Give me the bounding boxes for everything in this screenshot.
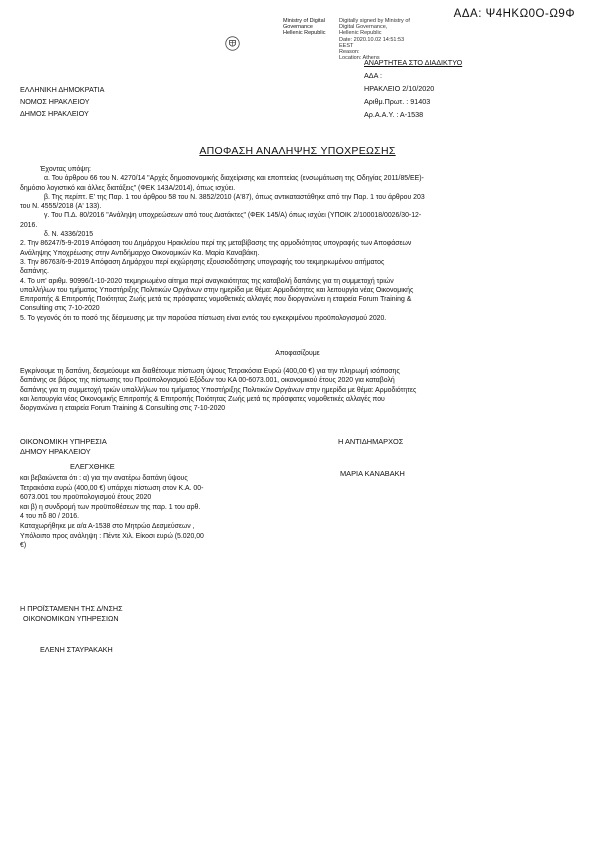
- finance-line: 6073.001 του προϋπολογισμού έτους 2020: [20, 494, 152, 502]
- municipality: ΔΗΜΟΣ ΗΡΑΚΛΕΙΟΥ: [20, 108, 89, 118]
- head-name: ΕΛΕΝΗ ΣΤΑΥΡΑΚΑΚΗ: [40, 645, 113, 654]
- consideration-3: 3. Την 86763/6-9-2019 Απόφαση Δημάρχου περί εκχώρησης εξουσιοδότησης υπογραφής του τεκμηριωμένου αιτήματος: [20, 258, 385, 266]
- document-date: ΗΡΑΚΛΕΙΟ 2/10/2020: [364, 84, 435, 93]
- consideration-c: γ. Του Π.Δ. 80/2016 "Ανάληψη υποχρεώσεων από τους Διατάκτες" (ΦΕΚ 145/Α) όπως ισχύει (ΥΠΟΙΚ 2/100018/0026/30-12-: [44, 212, 422, 220]
- consideration-4-cont: Επιτροπής & Επιτροπής Ποιότητας Ζωής μετά τις πρόσφατες νομοθετικές αλλαγές που διοργανώνει η εταιρεία Forum Training &: [20, 296, 412, 304]
- header-left: [20, 84, 104, 119]
- decision-line: διοργανώνει η εταιρεία Forum Training & Consulting στις 7-10-2020: [20, 405, 226, 413]
- head-role: Η ΠΡΟΪΣΤΑΜΕΝΗ ΤΗΣ Δ/ΝΣΗΣ: [20, 604, 123, 613]
- head-role-cont: ΟΙΚΟΝΟΜΙΚΩΝ ΥΠΗΡΕΣΙΩΝ: [23, 614, 119, 623]
- decision-text: [20, 367, 580, 413]
- finance-line: και βεβαιώνεται ότι : α) για την ανατέρω δαπάνη ύψους: [20, 475, 188, 482]
- ada-code: ΑΔΑ: Ψ4ΗΚΩ0Ο-Ω9Φ: [453, 8, 575, 20]
- signature-issuer: [283, 18, 326, 37]
- consideration-b: β. Της περίπτ. Ε' της Παρ. 1 του άρθρου 58 του Ν. 3852/2010 (Α'87), όπως αντικαταστάθηκε από την Παρ. 1 του άρθρου 203: [44, 193, 425, 201]
- considerations: [20, 165, 575, 323]
- consideration-2-cont: Ανάληψης Υποχρέωσης στην Αντιδήμαρχο Οικονομικών Κα. Μαρία Καναβάκη.: [20, 249, 260, 257]
- consideration-4-cont: Consulting στις 7-10-2020: [20, 305, 100, 313]
- consideration-2: 2. Την 86247/5-9-2019 Απόφαση του Δημάρχου Ηρακλείου περί της μεταβίβασης της αρμοδιότητας υπογραφής των Αποφάσεων: [20, 240, 412, 248]
- consideration-4-cont: υπαλλήλων του τμήματος Υποστήριξης Πολιτικών Οργάνων στην ημερίδα με θέμα: Αρμοδιότητες και λειτουργία νέας Οικονομικής: [20, 286, 414, 294]
- sig-detail-line: Digital Governance,: [339, 24, 388, 31]
- decision-line: Εγκρίνουμε τη δαπάνη, δεσμεύουμε και διαθέτουμε πίστωση ύψους Τετρακόσια Ευρώ (400,00 €) για την πληρωμή ισόποσης: [20, 368, 400, 375]
- finance-line: Καταχωρήθηκε με α/α Α-1538 στο Μητρώο Δεσμεύσεων ,: [20, 522, 195, 530]
- deputy-mayor-name: ΜΑΡΙΑ ΚΑΝΑΒΑΚΗ: [340, 469, 405, 478]
- consideration-c-cont: 2016.: [20, 221, 38, 229]
- finance-service: [20, 437, 107, 457]
- consideration-a: α. Του άρθρου 66 του Ν. 4270/14 "Αρχές δημοσιονομικής διαχείρισης και εποπτείας (ενσωμάτωση της Οδηγίας 2011/85/ΕΕ)-: [44, 175, 424, 183]
- finance-line: 4 του πδ 80 / 2016.: [20, 513, 80, 521]
- finance-line: Υπόλοιπο προς ανάληψη : Πέντε Χιλ. Είκοσι ευρώ (5.020,00: [20, 532, 204, 540]
- decision-line: δαπάνης για τη συμμετοχή τριών υπαλλήλων του τμήματος Υποστήριξης Πολιτικών Οργάνων στην ημερίδα με θέμα: Αρμοδιότητες: [20, 386, 417, 394]
- sig-detail-line: Reason:: [339, 49, 360, 56]
- posted-notice: ΑΝΑΡΤΗΤΕΑ ΣΤΟ ΔΙΑΔΙΚΤΥΟ: [364, 58, 463, 67]
- decision-line: και λειτουργία νέας Οικονομικής Επιτροπής & Επιτροπής Ποιότητας Ζωής μετά τις πρόσφατες νομοθετικές αλλαγές που: [20, 395, 385, 403]
- signature-details: [339, 18, 419, 61]
- head-of-directorate: [20, 604, 123, 624]
- finance-line: και β) η συνδρομή των προϋποθέσεων της παρ. 1 του αρθ.: [20, 503, 201, 511]
- finance-certification: [20, 474, 270, 551]
- consideration-4: 4. Το υπ' αριθμ. 90996/1-10-2020 τεκμηριωμένο αίτημα περί αναγκαιότητας της καταβολή δαπάνης για τη συμμετοχή τριών: [20, 277, 394, 285]
- header-right: [364, 56, 462, 121]
- issuer-line: Hellenic Republic: [283, 30, 326, 37]
- finance-line: €): [20, 542, 27, 550]
- decision-line: δαπάνης σε βάρος της πίστωσης του Προϋπολογισμού Εξόδων του ΚΑ 00-6073.001, οικονομικού έτους 2020 για καταβολή: [20, 377, 395, 385]
- sig-detail-line: Hellenic Republic: [339, 30, 382, 37]
- protocol-number: Αριθμ.Πρωτ. : 91403: [364, 97, 431, 106]
- document-title: ΑΠΟΦΑΣΗ ΑΝΑΛΗΨΗΣ ΥΠΟΧΡΕΩΣΗΣ: [199, 145, 396, 157]
- issuer-line: Ministry of Digital: [283, 18, 325, 24]
- finance-municipality: ΔΗΜΟΥ ΗΡΑΚΛΕΙΟΥ: [20, 447, 91, 456]
- aay-number: Αρ.Α.Α.Υ. : Α-1538: [364, 110, 424, 119]
- sig-detail-line: EEST: [339, 42, 354, 49]
- deputy-mayor-role: Η ΑΝΤΙΔΗΜΑΡΧΟΣ: [338, 437, 404, 446]
- ada-label: ΑΔΑ :: [364, 71, 382, 80]
- country: ΕΛΛΗΝΙΚΗ ΔΗΜΟΚΡΑΤΙΑ: [20, 85, 105, 94]
- finance-line: Τετρακόσια ευρώ (400,00 €) υπάρχει πίστωση στον Κ.Α. 00-: [20, 484, 204, 492]
- decide-heading: Αποφασίζουμε: [275, 350, 320, 357]
- considerations-intro: Έχοντας υπόψη:: [40, 166, 91, 173]
- sig-detail-line: Digitally signed by Ministry of: [339, 18, 410, 24]
- sig-detail-line: Location: Athens: [339, 55, 380, 62]
- greek-emblem-icon: [225, 36, 240, 51]
- digital-signature: [283, 18, 410, 62]
- checked-stamp: ΕΛΕΓΧΘΗΚΕ: [70, 462, 115, 471]
- prefecture: ΝΟΜΟΣ ΗΡΑΚΛΕΙΟΥ: [20, 96, 90, 106]
- finance-service-name: ΟΙΚΟΝΟΜΙΚΗ ΥΠΗΡΕΣΙΑ: [20, 437, 107, 446]
- consideration-b-cont: του Ν. 4555/2018 (Α' 133).: [20, 203, 102, 211]
- issuer-line: Governance: [283, 24, 313, 31]
- consideration-a-cont: δημόσιο λογιστικό και άλλες διατάξεις" (ΦΕΚ 143Α/2014), όπως ισχύει.: [20, 184, 236, 192]
- consideration-5: 5. Το γεγονός ότι το ποσό της δέσμευσης με την παρούσα πίστωση είναι εντός του εγκεκριμένου προϋπολογισμού 2020.: [20, 314, 387, 322]
- consideration-d: δ. Ν. 4336/2015: [44, 231, 94, 239]
- consideration-3-cont: δαπάνης.: [20, 268, 49, 276]
- sig-detail-line: Date: 2020.10.02 14:51:53: [339, 36, 405, 43]
